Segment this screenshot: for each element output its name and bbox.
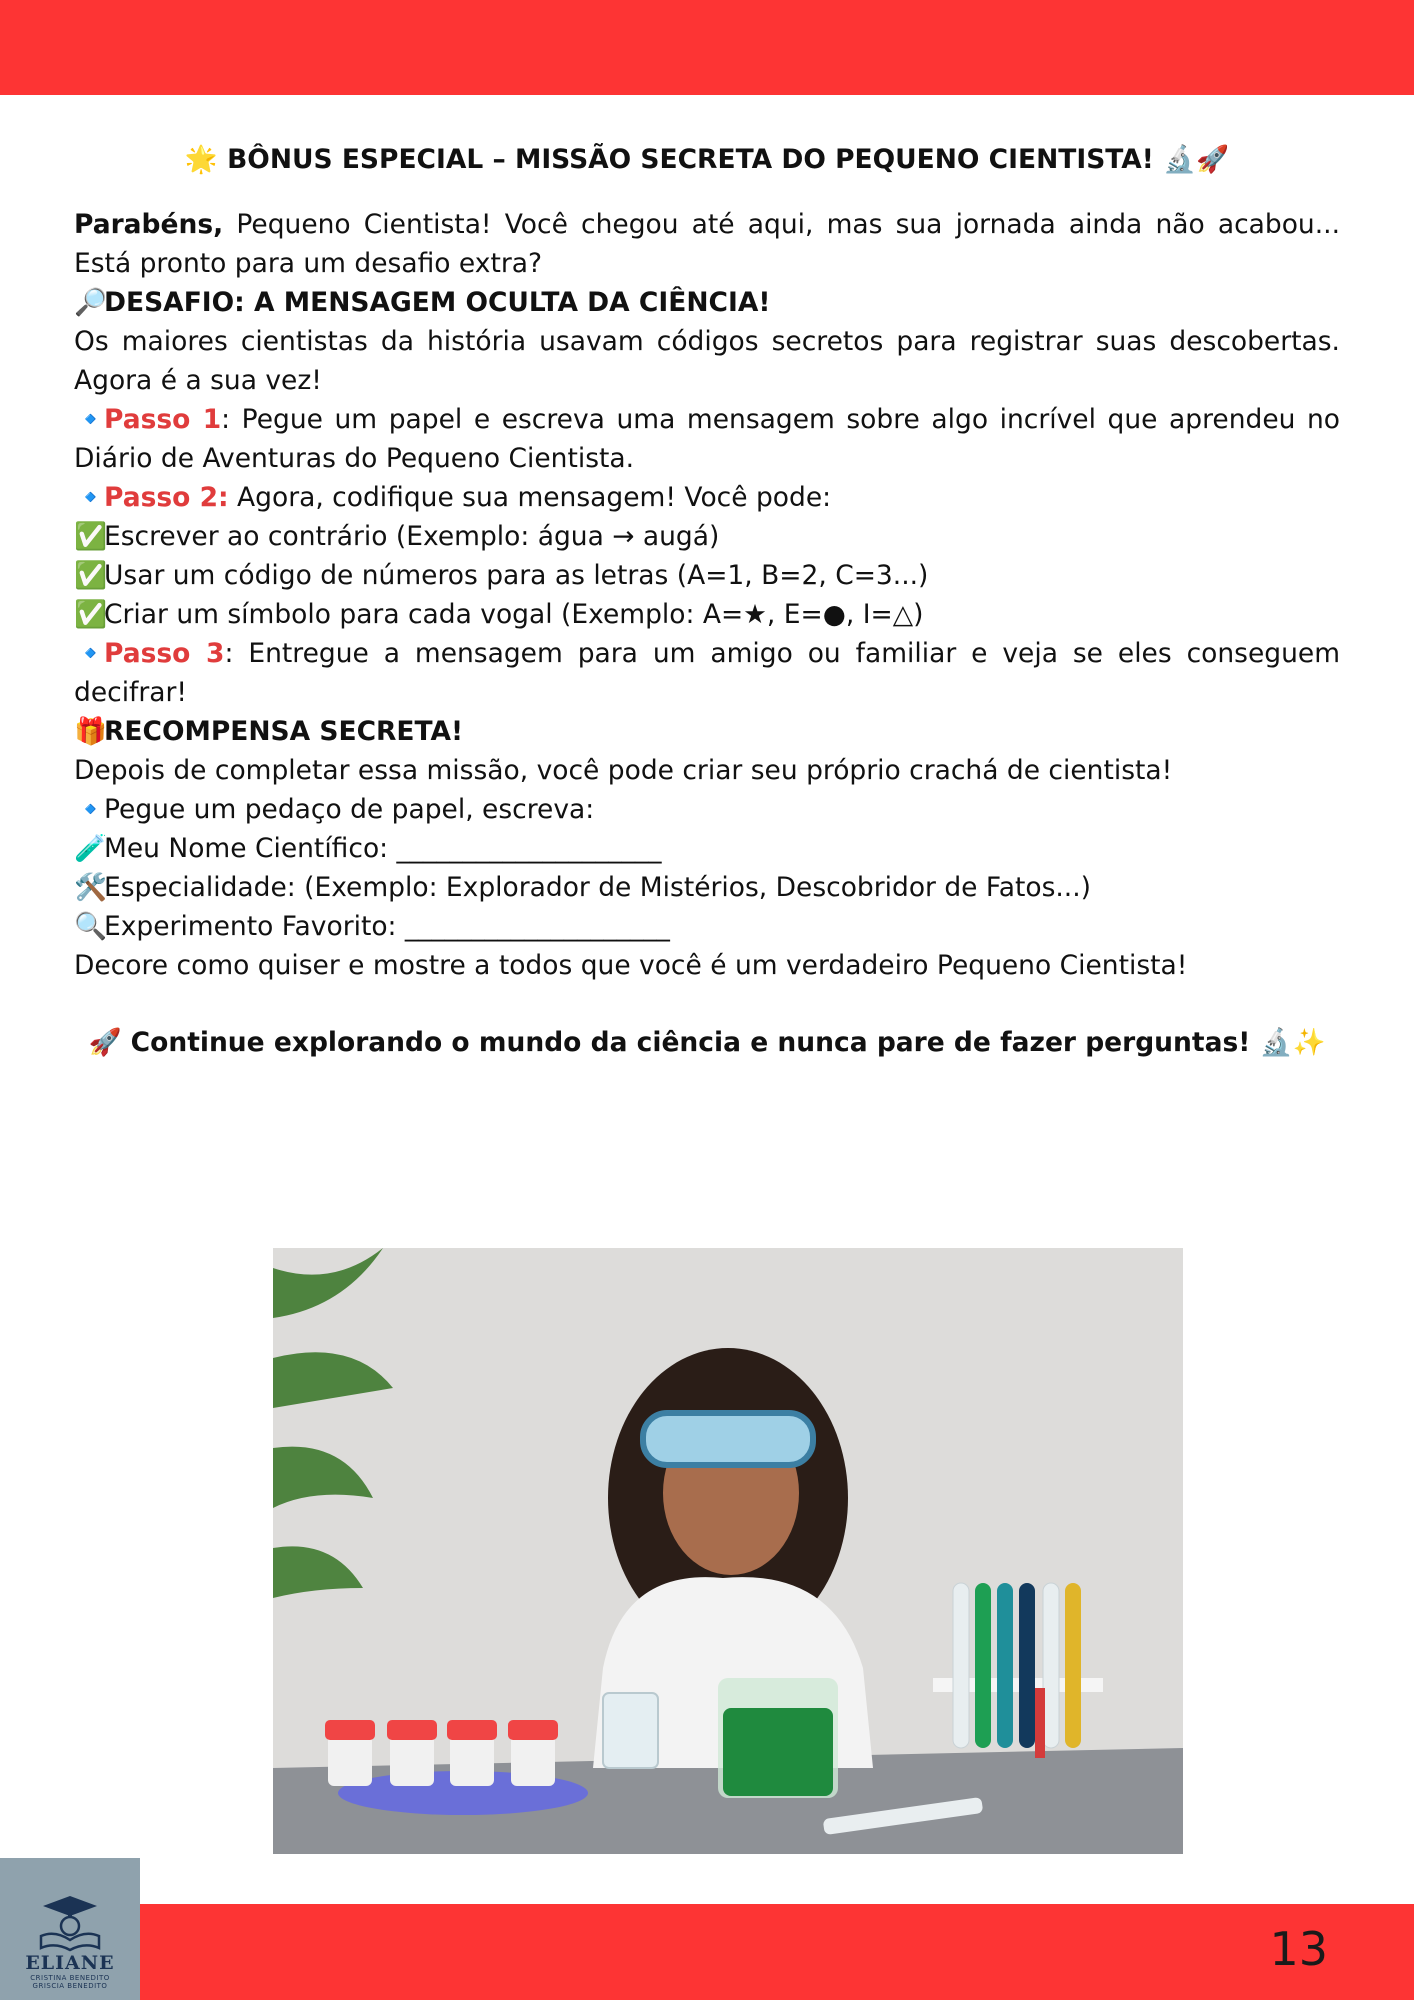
badge-field-text: Experimento Favorito: ____________________	[104, 911, 670, 942]
diamond-bullet-icon: 🔹	[74, 638, 107, 669]
reward-closing-text: Decore como quiser e mostre a todos que você é um verdadeiro Pequeno Cientista!	[74, 950, 1188, 981]
badge-field	[74, 907, 1340, 946]
option-text: Usar um código de números para as letras (A=1, B=2, C=3...)	[104, 560, 929, 591]
tools-icon: 🛠️	[74, 872, 107, 903]
option-item	[74, 595, 1340, 634]
option-item	[74, 556, 1340, 595]
badge-field-text: Meu Nome Científico: ____________________	[104, 833, 662, 864]
step-1-label: Passo 1	[104, 404, 222, 435]
test-tube-icon: 🧪	[74, 833, 107, 864]
step-3-text: : Entregue a mensagem para um amigo ou familiar e veja se eles conseguem decifrar!	[74, 638, 1341, 708]
reward-heading-text: RECOMPENSA SECRETA!	[104, 716, 464, 747]
page-number: 13	[1269, 1922, 1328, 1976]
badge-field	[74, 829, 1340, 868]
reward-instruction-text: Pegue um pedaço de papel, escreva:	[104, 794, 595, 825]
diamond-bullet-icon: 🔹	[74, 482, 107, 513]
search-icon: 🔍	[74, 911, 107, 942]
badge-field-text: Especialidade: (Exemplo: Explorador de Mistérios, Descobridor de Fatos...)	[104, 872, 1091, 903]
step-2	[74, 478, 1340, 517]
checkmark-icon: ✅	[74, 599, 107, 630]
closing-line: 🚀 Continue explorando o mundo da ciência e nunca pare de fazer perguntas! 🔬✨	[88, 1027, 1326, 1058]
footer-band	[0, 1904, 1414, 2000]
challenge-heading	[74, 283, 1340, 322]
step-1	[74, 400, 1340, 478]
step-3-label: Passo 3	[104, 638, 225, 669]
reward-heading	[74, 712, 1340, 751]
step-2-text: Agora, codifique sua mensagem! Você pode:	[228, 482, 832, 513]
diamond-bullet-icon: 🔹	[74, 794, 107, 825]
checkmark-icon: ✅	[74, 560, 107, 591]
intro-bold: Parabéns,	[74, 209, 224, 240]
header-band	[0, 0, 1414, 95]
gift-icon: 🎁	[74, 716, 107, 747]
graduation-book-icon	[35, 1892, 105, 1952]
challenge-heading-text: DESAFIO: A MENSAGEM OCULTA DA CIÊNCIA!	[104, 287, 771, 318]
diamond-bullet-icon: 🔹	[74, 404, 107, 435]
reward-instruction	[74, 790, 1340, 829]
checkmark-icon: ✅	[74, 521, 107, 552]
page-content	[74, 140, 1340, 1089]
page-title: 🌟 BÔNUS ESPECIAL – MISSÃO SECRETA DO PEQUENO CIENTISTA! 🔬🚀	[184, 144, 1230, 175]
scientist-girl-photo	[273, 1248, 1183, 1854]
step-1-text: : Pegue um papel e escreva uma mensagem sobre algo incrível que aprendeu no Diário de Aventuras do Pequeno Cientista.	[74, 404, 1340, 474]
intro-paragraph	[74, 205, 1340, 283]
intro-text: Pequeno Cientista! Você chegou até aqui, mas sua jornada ainda não acabou... Está pronto para um desafio extra?	[74, 209, 1340, 279]
logo-tagline: GRISCIA BENEDITO	[32, 1982, 108, 1990]
option-item	[74, 517, 1340, 556]
step-2-label: Passo 2:	[104, 482, 229, 513]
reward-text: Depois de completar essa missão, você pode criar seu próprio crachá de cientista!	[74, 755, 1173, 786]
option-text: Escrever ao contrário (Exemplo: água → augá)	[104, 521, 720, 552]
challenge-text: Os maiores cientistas da história usavam códigos secretos para registrar suas descobertas. Agora é a sua vez!	[74, 326, 1340, 396]
logo-name: ELIANE	[25, 1952, 115, 1974]
badge-field	[74, 868, 1340, 907]
option-text: Criar um símbolo para cada vogal (Exemplo: A=★, E=●, I=△)	[104, 599, 924, 630]
author-logo	[0, 1858, 140, 2000]
step-3	[74, 634, 1340, 712]
logo-subtitle: CRISTINA BENEDITO	[30, 1974, 110, 1982]
magnifier-icon: 🔎	[74, 287, 107, 318]
